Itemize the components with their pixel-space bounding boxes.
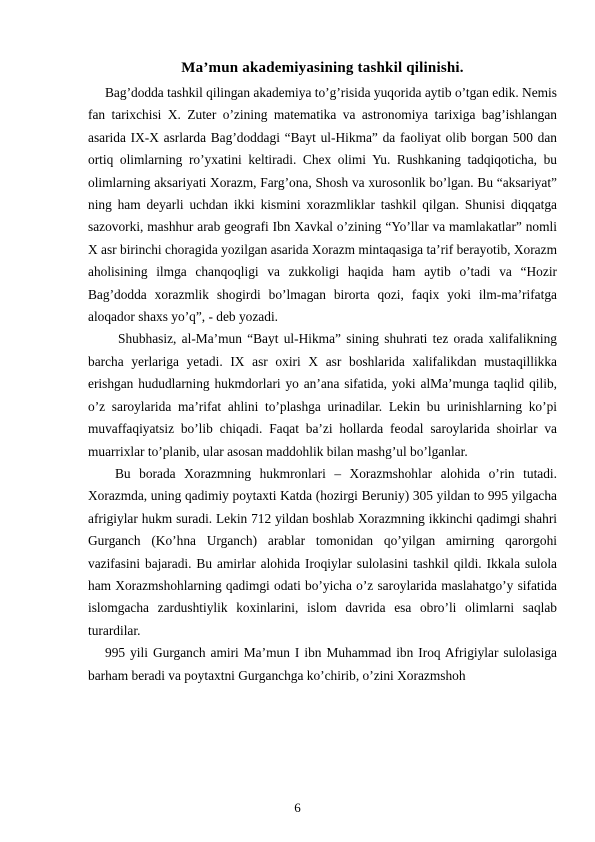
document-title: Ma’mun akademiyasining tashkil qilinishi. [181,60,464,76]
paragraph-4: 995 yili Gurganch amiri Ma’mun I ibn Muhammad ibn Iroq Afrigiylar sulolasiga barham beradi va poytaxtni Gurganchga ko’chirib, o’zini Xorazmshoh [88,645,557,683]
paragraph-2: Shubhasiz, al-Ma’mun “Bayt ul-Hikma” sining shuhrati tez orada xalifalikning barcha yerlariga yetadi. IX asr oxiri X asr boshlarida xalifalikdan mustaqillikka erishgan hududlarning hukmdorlari yo an’ana sifatida, yoki alMa’munga taqlid qilib, o’z saroylarida ma’rifat ahlini to’plashga urinadilar. Lekin bu urinishlarning ko’pi muvaffaqiyatsiz bo’lib chiqadi. Faqat ba’zi hollarda feodal saroylarida shoirlar va muarrixlar to’planib, ular asosan maddohlik bilan mashg’ul bo’lganlar. [88,331,557,459]
document-page [88,58,557,687]
paragraph-3: Bu borada Xorazmning hukmronlari – Xorazmshohlar alohida o’rin tutadi. Xorazmda, uning qadimiy poytaxti Katda (hozirgi Beruniy) 305 yildan to 995 yilgacha afrigiylar hukm suradi. Lekin 712 yildan boshlab Xorazmning ikkinchi qadimgi shahri Gurganch (Ko’hna Urganch) arablar tomonidan qo’yilgan amirning qarorgohi vazifasini bajaradi. Bu amirlar alohida Iroqiylar sulolasini tashkil qildi. Ikkala sulola ham Xorazmshohlarning qadimgi odati bo’yicha o’z saroylarida maslahatgo’y sifatida islomgacha zardushtiylik koxinlarini, islom davrida esa obro’li olimlarni saqlab turardilar. [88,465,557,638]
page-number: 6 [294,800,301,815]
paragraph-1: Bag’dodda tashkil qilingan akademiya to’g’risida yuqorida aytib o’tgan edik. Nemis fan tarixchisi X. Zuter o’zining matematika va astronomiya tarixiga bag’ishlangan asarida IX-X asrlarda Bag’doddagi “Bayt ul-Hikma” da faoliyat olib borgan 500 dan ortiq olimlarning ro’yxatini keltiradi. Chex olimi Yu. Rushkaning tadqiqoticha, bu olimlarning aksariyati Xorazm, Farg’ona, Shosh va xurosonlik bo’lgan. Bu “aksariyat” ning ham deyarli uchdan ikki kismini xorazmliklar tashkil qilgan. Shunisi diqqatga sazovorki, mashhur arab geografi Ibn Xavkal o’zining “Yo’llar va mamlakatlar” nomli X asr birinchi choragida yozilgan asarida Xorazm mintaqasiga ta’rif berayotib, Xorazm aholisining ilmga chanqoqligi va zukkoligi haqida ham aytib o’tadi va “Hozir Bag’dodda xorazmlik shogirdi bo’lmagan birorta qozi, faqix yoki ilm-ma’rifatga aloqador shaxs yo’q”, - deb yozadi. [88,85,557,325]
